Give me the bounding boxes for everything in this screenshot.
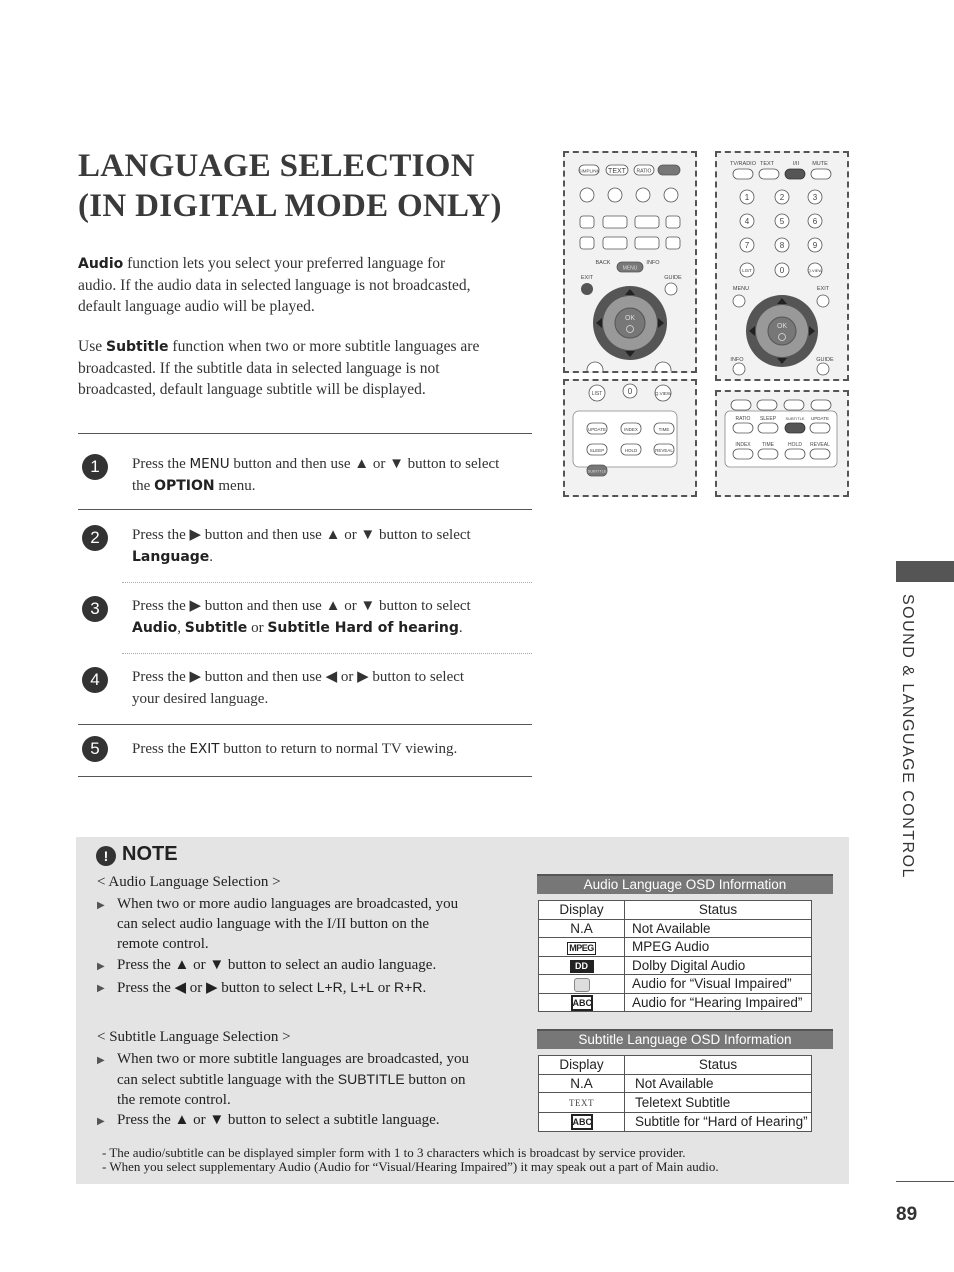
status-cell: Dolby Digital Audio: [625, 956, 812, 975]
table-row: [539, 919, 812, 938]
title-line-1: LANGUAGE SELECTION: [78, 148, 475, 184]
step-number: 5: [82, 736, 108, 762]
audio-section-heading: < Audio Language Selection >: [97, 874, 281, 890]
table-row: [539, 993, 812, 1012]
hard-of-hearing-icon: ABC: [571, 1114, 593, 1130]
divider: [78, 509, 532, 510]
subtitle-section-heading: < Subtitle Language Selection >: [97, 1029, 291, 1045]
svg-text:INDEX: INDEX: [735, 442, 751, 448]
svg-text:RATIO: RATIO: [735, 416, 751, 422]
keyword-exit: EXIT: [189, 741, 220, 757]
svg-text:LIST: LIST: [591, 391, 603, 397]
status-cell: Audio for “Visual Impaired”: [625, 975, 812, 994]
step-text: Press the ▶ button and then use ◀ or ▶ button to select your desired language.: [132, 669, 465, 707]
teletext-icon: TEXT: [569, 1098, 594, 1108]
remote-illustration-1-bottom: [563, 379, 697, 497]
display-na: N.A: [539, 1074, 625, 1093]
exclamation-icon: !: [96, 846, 116, 866]
table-row: [539, 1074, 812, 1093]
svg-text:SLEEP: SLEEP: [759, 416, 777, 422]
page-number-rule: [896, 1181, 954, 1182]
svg-text:Q.VIEW: Q.VIEW: [807, 268, 823, 273]
page-title: [78, 146, 502, 226]
svg-text:7: 7: [744, 241, 750, 250]
svg-text:MENU: MENU: [622, 265, 638, 272]
svg-text:OK: OK: [776, 323, 788, 330]
svg-text:SIMPLINK: SIMPLINK: [578, 168, 600, 174]
mpeg-icon: MPEG: [569, 943, 594, 954]
svg-text:MUTE: MUTE: [812, 161, 828, 167]
divider: [78, 776, 532, 777]
table-row: [539, 1113, 812, 1132]
hearing-impaired-icon: ABC: [571, 995, 593, 1011]
subtitle-note-1: When two or more subtitle languages are broadcasted, you can select subtitle language with the SUBTITLE button on the remote control.: [117, 1051, 469, 1108]
svg-text:OK: OK: [624, 315, 636, 322]
svg-text:LIST: LIST: [742, 268, 752, 273]
divider: [122, 653, 532, 654]
note-title: NOTE: [122, 843, 178, 865]
svg-text:TEXT: TEXT: [759, 161, 775, 167]
remote-illustration-2-bottom: [715, 390, 849, 497]
keyword-menu: MENU: [189, 456, 230, 472]
column-header-display: Display: [539, 901, 625, 920]
svg-text:8: 8: [779, 241, 785, 250]
table-row: [539, 938, 812, 957]
svg-text:SUBTITLE: SUBTITLE: [587, 468, 607, 474]
visual-impaired-icon: [574, 978, 590, 992]
subtitle-note-2: Press the ▲ or ▼ button to select a subtitle language.: [117, 1112, 440, 1128]
step-number: 3: [82, 596, 108, 622]
bullet-arrow-icon: ▶: [97, 900, 105, 911]
table-row: [539, 975, 812, 994]
svg-text:I/II: I/II: [792, 161, 800, 167]
svg-text:UPDATE: UPDATE: [811, 416, 829, 421]
keyword-audio: Audio: [78, 256, 124, 272]
bullet-arrow-icon: ▶: [97, 1116, 105, 1127]
subtitle-osd-header: Subtitle Language OSD Information: [537, 1029, 833, 1049]
audio-note-1: When two or more audio languages are broadcasted, you can select audio language with the I/II button on the remote control.: [117, 896, 459, 952]
table-header-row: [539, 1056, 812, 1075]
step-text: Press the ▶ button and then use ▲ or ▼ button to select Language.: [132, 527, 471, 565]
status-cell: MPEG Audio: [625, 938, 812, 957]
svg-text:SLEEP: SLEEP: [589, 448, 605, 453]
svg-text:1: 1: [744, 193, 750, 202]
svg-text:REVEAL: REVEAL: [810, 442, 830, 448]
divider: [122, 582, 532, 583]
svg-text:SUBTITLE: SUBTITLE: [785, 416, 805, 421]
svg-text:HOLD: HOLD: [788, 442, 802, 448]
svg-text:EXIT: EXIT: [580, 275, 594, 281]
svg-text:MENU: MENU: [732, 286, 750, 292]
dolby-icon: DD: [570, 960, 594, 973]
audio-osd-table: [538, 900, 812, 1012]
title-line-2: (IN DIGITAL MODE ONLY): [78, 188, 502, 224]
keyword-subtitle: Subtitle: [184, 620, 248, 636]
bullet-arrow-icon: ▶: [97, 1055, 105, 1066]
audio-note-2: Press the ▲ or ▼ button to select an audio language.: [117, 957, 437, 973]
divider: [78, 433, 532, 434]
display-na: N.A: [539, 919, 625, 938]
footnote-2: - When you select supplementary Audio (Audio for “Visual/Hearing Impaired”) it may speak out a part of Main audio.: [102, 1159, 719, 1174]
status-cell: Teletext Subtitle: [625, 1093, 812, 1113]
svg-text:5: 5: [779, 217, 785, 226]
step-text: Press the EXIT button to return to normal TV viewing.: [132, 741, 458, 757]
svg-text:RATIO: RATIO: [636, 168, 652, 175]
keyword-language: Language: [132, 549, 210, 565]
svg-text:INDEX: INDEX: [624, 427, 638, 432]
svg-text:GUIDE: GUIDE: [816, 357, 834, 363]
svg-text:REVEAL: REVEAL: [655, 448, 673, 453]
svg-text:TEXT: TEXT: [608, 168, 626, 175]
table-row: [539, 956, 812, 975]
audio-note-3: Press the ◀ or ▶ button to select L+R, L+L or R+R.: [117, 979, 427, 996]
keyword-subtitle-hard-of-hearing: Subtitle Hard of hearing: [267, 620, 459, 636]
svg-text:6: 6: [812, 217, 818, 226]
svg-text:TIME: TIME: [658, 427, 670, 432]
table-header-row: [539, 901, 812, 920]
step-text: Press the MENU button and then use ▲ or ▼ button to select the OPTION menu.: [132, 456, 500, 494]
svg-text:Q.VIEW: Q.VIEW: [654, 391, 672, 396]
footnote-1: - The audio/subtitle can be displayed simpler form with 1 to 3 characters which is broadcast by service provider.: [102, 1145, 686, 1160]
svg-text:INFO: INFO: [646, 260, 660, 266]
status-cell: Not Available: [625, 919, 812, 938]
keyword-audio: Audio: [132, 620, 178, 636]
subtitle-osd-table: [538, 1055, 812, 1132]
svg-text:0: 0: [627, 387, 633, 396]
svg-text:0: 0: [779, 266, 785, 275]
svg-text:EXIT: EXIT: [816, 286, 830, 292]
bullet-arrow-icon: ▶: [97, 983, 105, 994]
step-text: Press the ▶ button and then use ▲ or ▼ button to select Audio, Subtitle or Subtitle Hard of hearing.: [132, 598, 471, 636]
svg-text:3: 3: [812, 193, 818, 202]
svg-text:INFO: INFO: [730, 357, 744, 363]
status-cell: Not Available: [625, 1074, 812, 1093]
intro-subtitle: Use Subtitle function when two or more subtitle languages are broadcasted. If the subtitle data in selected language is not broadcasted, default language subtitle will be displayed.: [78, 338, 480, 398]
remote-illustration-2-top: [715, 151, 849, 381]
column-header-status: Status: [625, 1056, 812, 1075]
bullet-arrow-icon: ▶: [97, 961, 105, 972]
section-tab-marker: [896, 561, 954, 582]
step-number: 2: [82, 525, 108, 551]
audio-osd-header: Audio Language OSD Information: [537, 874, 833, 894]
svg-text:GUIDE: GUIDE: [664, 275, 682, 281]
svg-text:4: 4: [744, 217, 750, 226]
section-label: SOUND & LANGUAGE CONTROL: [899, 594, 916, 879]
table-row: [539, 1093, 812, 1113]
svg-text:TV/RADIO: TV/RADIO: [730, 161, 756, 167]
column-header-display: Display: [539, 1056, 625, 1075]
svg-text:TIME: TIME: [762, 442, 774, 448]
svg-text:2: 2: [779, 193, 785, 202]
step-number: 1: [82, 454, 108, 480]
status-cell: Audio for “Hearing Impaired”: [625, 993, 812, 1012]
remote-illustration-1-top: [563, 151, 697, 373]
svg-text:9: 9: [812, 241, 818, 250]
intro-audio: Audio function lets you select your preferred language for audio. If the audio data in selected language is not broadcasted, default language audio will be played.: [78, 255, 471, 315]
svg-text:BACK: BACK: [595, 260, 611, 266]
svg-text:HOLD: HOLD: [624, 448, 638, 453]
status-cell: Subtitle for “Hard of Hearing”: [625, 1113, 812, 1132]
column-header-status: Status: [625, 901, 812, 920]
page-number: 89: [896, 1204, 918, 1225]
keyword-option: OPTION: [154, 478, 215, 494]
svg-text:UPDATE: UPDATE: [588, 427, 606, 432]
divider: [78, 724, 532, 725]
keyword-subtitle: Subtitle: [105, 339, 169, 355]
step-number: 4: [82, 667, 108, 693]
